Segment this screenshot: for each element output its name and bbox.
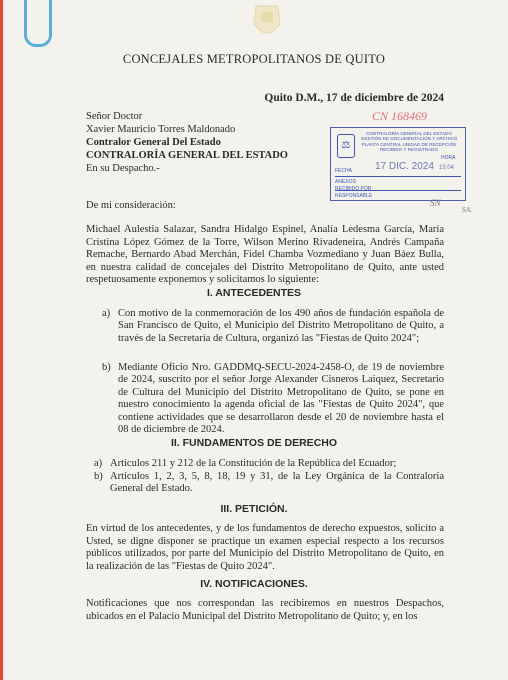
antecedente-item bbox=[102, 362, 444, 436]
stamp-hora-value: 15:04 bbox=[439, 165, 455, 171]
item-label: a) bbox=[94, 458, 103, 469]
stamp-hora-label: HORA bbox=[441, 155, 456, 161]
handwritten-initials: SA. bbox=[462, 206, 473, 214]
antecedente-item bbox=[102, 308, 444, 345]
stamp-org-text: CONTRALORÍA GENERAL DEL ESTADO GESTIÓN DE DOCUMENTACIÓN Y ARCHIVO PLANTA CENTRAL UNIDAD DE RECEPCIÓN RECIBIDO Y REGISTRADO bbox=[360, 131, 458, 153]
recipient-name: Xavier Mauricio Torres Maldonado bbox=[86, 124, 236, 135]
stamp-responsable-label: RESPONSABLE bbox=[335, 193, 373, 199]
item-text: Mediante Oficio Nro. GADDMQ-SECU-2024-2458-O, de 19 de noviembre de 2024, suscrito por el señor Jorge Alexander Cisneros Laiquez, Secretario de Cultura del Municipio del Distrito Metropolitano de Quito, se pone en nuestro conocimiento la agenda oficial de las "Fiestas de Quito 2024", que contiene actividades que se desarrollaron desde el 20 de noviembre hasta el 08 de diciembre de 2024. bbox=[118, 362, 444, 436]
handwritten-number: CN 168469 bbox=[372, 109, 428, 123]
stamp-divider bbox=[335, 190, 461, 191]
stamp-divider bbox=[335, 176, 461, 177]
recipient-institution: CONTRALORÍA GENERAL DEL ESTADO bbox=[86, 150, 288, 161]
item-text: Artículos 1, 2, 3, 5, 8, 18, 19 y 31, de la Ley Orgánica de la Contraloría General del Estado. bbox=[110, 471, 444, 495]
fundamento-item bbox=[94, 471, 444, 496]
fundamento-item bbox=[94, 458, 444, 470]
recipient-title: Señor Doctor bbox=[86, 111, 143, 122]
recipient-position: Contralor General Del Estado bbox=[86, 137, 221, 148]
section-heading-notificaciones: IV. NOTIFICACIONES. bbox=[200, 578, 308, 590]
item-text: Con motivo de la conmemoración de los 490 años de fundación española de San Francisco de Quito, el Municipio del Distrito Metropolitano de Quito, a través de la Secretaria de Cultura, organizó las "Fiestas de Quito 2024"; bbox=[118, 308, 444, 344]
stamp-fecha-value: 17 DIC. 2024 bbox=[375, 161, 434, 172]
date-line: Quito D.M., 17 de diciembre de 2024 bbox=[264, 92, 444, 104]
stamp-recibido-label: RECIBIDO POR bbox=[335, 186, 372, 192]
section-heading-peticion: III. PETICIÓN. bbox=[220, 503, 288, 515]
letterhead-title: CONCEJALES METROPOLITANOS DE QUITO bbox=[122, 52, 386, 66]
item-label: a) bbox=[102, 308, 111, 319]
item-label: b) bbox=[102, 362, 111, 373]
section-heading-fundamentos: II. FUNDAMENTOS DE DERECHO bbox=[170, 437, 338, 449]
recipient-block bbox=[86, 110, 288, 175]
stamp-logo-icon: ⚖ bbox=[337, 134, 355, 158]
crest-icon bbox=[250, 2, 284, 42]
stamp-fecha-label: FECHA bbox=[335, 168, 352, 174]
paper-clip-icon bbox=[24, 0, 52, 47]
item-label: b) bbox=[94, 471, 103, 482]
notificaciones-paragraph: Notificaciones que nos correspondan las recibiremos en nuestros Despachos, ubicados en el Palacio Municipal del Distrito Metropolitano de Quito; y, en los bbox=[86, 598, 444, 622]
intro-paragraph: Michael Aulestia Salazar, Sandra Hidalgo Espinel, Analía Ledesma García, María Cristina López Gómez de la Torre, Wilson Merino Rivadeneira, Andrés Campaña Remache, Bernardo Abad Merchán, Fidel Chamba Vozmediano y Juan Báez Bulla, en nuestra calidad de concejales del Distrito Metropolitano de Quito, ante usted respetuosamente exponemos y solicitamos lo siguiente: bbox=[86, 224, 444, 286]
handwritten-sign: SN bbox=[430, 198, 441, 208]
peticion-paragraph: En virtud de los antecedentes, y de los fundamentos de derecho expuestos, solicito a Usted, se digne disponer se practique un examen especial respecto a los recursos públicos utilizados, por parte del Municipio del Distrito Metropolitano de Quito, en la realización de las "Fiestas de Quito 2024". bbox=[86, 523, 444, 572]
recipient-location: En su Despacho.- bbox=[86, 163, 160, 174]
reception-stamp bbox=[330, 127, 466, 201]
item-text: Artículos 211 y 212 de la Constitución de la República del Ecuador; bbox=[110, 458, 397, 469]
section-heading-antecedentes: I. ANTECEDENTES bbox=[206, 287, 302, 299]
stamp-anexos-label: ANEXOS bbox=[335, 179, 356, 185]
salutation: De mi consideración: bbox=[86, 200, 176, 211]
